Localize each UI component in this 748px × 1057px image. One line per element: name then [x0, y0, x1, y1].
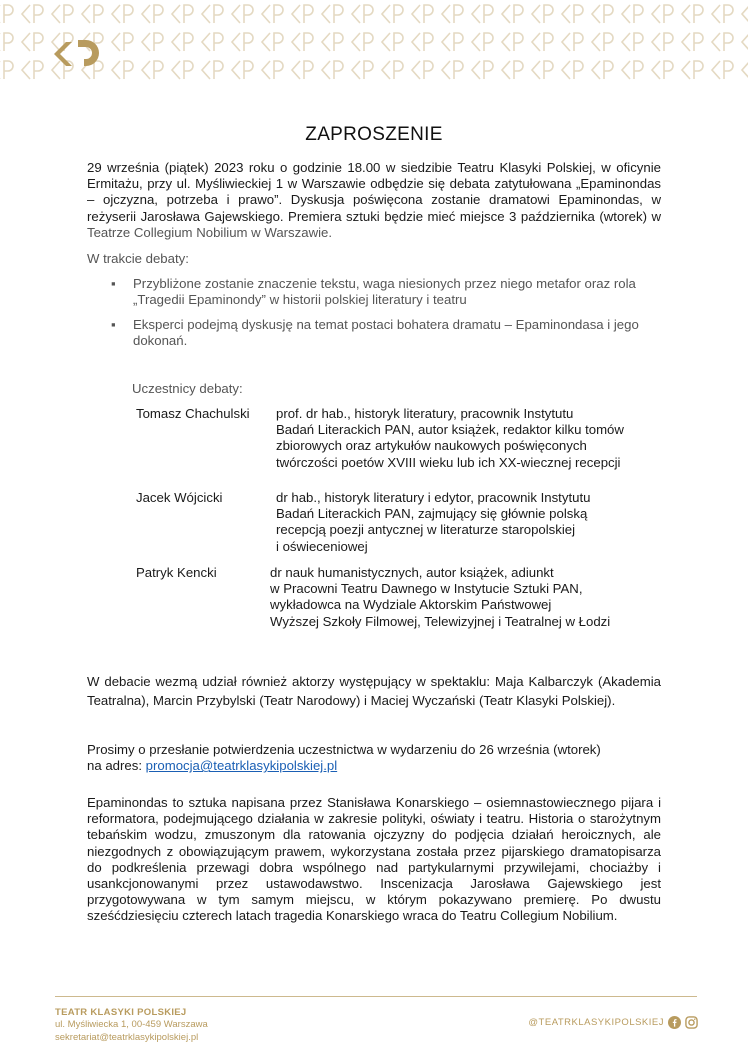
- debate-bullet-text: Przybliżone zostanie znaczenie tekstu, waga niesionych przez niego metafor oraz rola „Tragedii Epaminondy” w historii polskiej literatury i teatru: [133, 276, 636, 308]
- header-pattern: [0, 0, 748, 100]
- participant-description: dr nauk humanistycznych, autor książek, adiunkt w Pracowni Teatru Dawnego w Instytucie Sztuki PAN, wykładowca na Wydziale Aktorskim Państwowej Wyższej Szkoły Filmowej, Telewizyjnej i Teatralnej w Łodzi: [270, 565, 611, 629]
- intro-paragraph: [87, 160, 661, 241]
- page-title: ZAPROSZENIE: [305, 124, 443, 145]
- participant-name: Jacek Wójcicki: [136, 490, 223, 505]
- facebook-icon[interactable]: [668, 1016, 681, 1029]
- participant-description: prof. dr hab., historyk literatury, pracownik Instytutu Badań Literackich PAN, autor książek, redaktor kilku tomów zbiorowych oraz artykułów naukowych poświęconych twórczości poetów XVIII wieku lub ich XX-wiecznej recepcji: [276, 406, 624, 470]
- theatre-logo: [52, 36, 102, 76]
- bullet-icon: ▪: [111, 317, 116, 332]
- debate-bullet-text: Eksperci podejmą dyskusję na temat postaci bohatera dramatu – Epaminondasa i jego dokonań.: [133, 317, 639, 349]
- participant-description: dr hab., historyk literatury i edytor, pracownik Instytutu Badań Literackich PAN, zajmujący się głównie polską recepcją poezji antycznej w literaturze staropolskiej i oświeceniowej: [276, 490, 591, 554]
- instagram-icon[interactable]: [685, 1016, 698, 1029]
- rsvp-address-line: [87, 758, 661, 774]
- intro-venue: Teatrze Collegium Nobilium w Warszawie.: [87, 224, 333, 240]
- footer-email[interactable]: sekretariat@teatrklasykipolskiej.pl: [55, 1032, 199, 1043]
- bullet-icon: ▪: [111, 276, 116, 291]
- participant-name: Tomasz Chachulski: [136, 406, 250, 421]
- debate-heading: W trakcie debaty:: [87, 251, 189, 266]
- participant-name: Patryk Kencki: [136, 565, 217, 580]
- footer-org-name: TEATR KLASYKI POLSKIEJ: [55, 1007, 187, 1018]
- rsvp-prefix: na adres:: [87, 758, 146, 774]
- intro-text: 29 września (piątek) 2023 roku o godzinie 18.00 w siedzibie Teatru Klasyki Polskiej, w oficynie Ermitażu, przy ul. Myśliwieckiej 1 w Warszawie odbędzie się debata zatytułowana „Epaminondas – ojczyzna, potrzeba i prawo”. Dyskusja poświęcona zostanie dramatowi Epaminondas, w reżyserii Jarosława Gajewskiego. Premiera sztuki będzie mieć miejsce 3 października (wtorek) w: [87, 160, 661, 224]
- rsvp-email-link[interactable]: promocja@teatrklasykipolskiej.pl: [145, 758, 338, 774]
- footer-divider: [55, 996, 697, 997]
- social-handle[interactable]: @TEATRKLASYKIPOLSKIEJ: [528, 1017, 664, 1028]
- participants-label: Uczestnicy debaty:: [132, 381, 243, 396]
- rsvp-line: Prosimy o przesłanie potwierdzenia uczestnictwa w wydarzeniu do 26 września (wtorek): [87, 742, 601, 757]
- about-paragraph: Epaminondas to sztuka napisana przez Stanisława Konarskiego – osiemnastowiecznego pijara i reformatora, podejmującego działania w zakresie polityki, oświaty i teatru. Historia o starożytnym tebańskim wodzu, zmuszonym dla ratowania ojczyzny do podjęcia działań heroicznych, ale niezgodnych z obowiązującym prawem, wykorzystana została przez pijarskiego dramatopisarza do podkreślenia przewagi dobra wspólnego nad partykularnymi przywilejami, chociażby i usankcjonowanymi przez ustawodawstwo. Inscenizacja Jarosława Gajewskiego jest przygotowywana w tym samym miejscu, w którym pokazywano premierę. Po dwustu sześćdziesięciu czterech latach tragedia Konarskiego wraca do Teatru Collegium Nobilium.: [87, 795, 661, 924]
- actors-paragraph: W debacie wezmą udział również aktorzy występujący w spektaklu: Maja Kalbarczyk (Akademia Teatralna), Marcin Przybylski (Teatr Narodowy) i Maciej Wyczański (Teatr Klasyki Polskiej).: [87, 674, 661, 708]
- footer-social: [528, 1016, 698, 1029]
- footer-address: ul. Myśliwiecka 1, 00-459 Warszawa: [55, 1019, 208, 1030]
- rsvp-paragraph: [87, 742, 661, 774]
